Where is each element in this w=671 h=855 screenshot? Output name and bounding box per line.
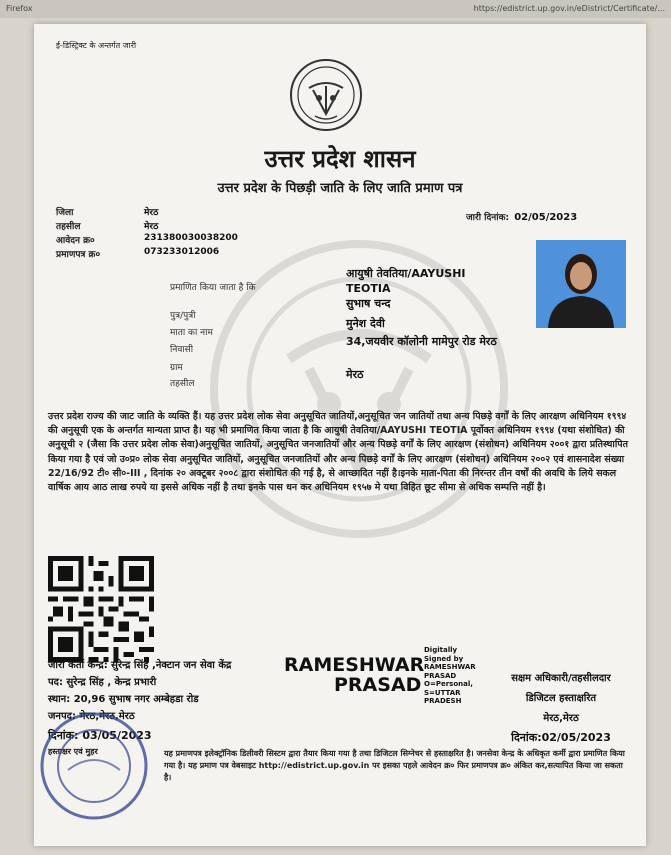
authority-place: मेरठ,मेरठ — [543, 713, 579, 724]
issuer-district: जनपद: मेरठ,मेरठ,मेरठ — [48, 711, 135, 722]
certificate-paragraph: उत्तर प्रदेश राज्य की जाट जाति के व्यक्ति हैं। यह उत्तर प्रदेश लोक सेवा अनुसूचित जातियों,अनुसूचित जन जातियों तथा अन्य पिछड़े वर्गों के लिए आरक्षण अधिनियम १९९४ की अनुसूची एक के अन्तर्गत मान्यता प्राप्त है। यह भी प्रमाणित किया जाता है कि आयुषी तेवतिया/AAYUSHI TEOTIA पूर्वोक्त अधिनियम १९९४ (यथा संशोधित) की अनुसूची २ (जैसा कि उत्तर प्रदेश लोक सेवा)अनुसूचित जातियों, अनुसूचित जनजातियों और अन्य पिछड़े वर्गों के लिए आरक्षण (संशोधन) अधिनियम २००१ द्वारा प्रतिस्थापित किया गया है एवं जो उ०प्र० लोक सेवा अनुसूचित जातियों, अनुसूचित जनजातियों और अन्य पिछड़े वर्गों के लिए आरक्षण (संशोधन) अधिनियम २००२ एवं शासनादेश संख्या 22/16/92 टी० सी०-III , दिनांक २० अक्टूबर २००८ द्वारा संशोधित की गई है, से आच्छादित नहीं है।इनके माता-पिता की निरन्तर तीन वर्षों की अवधि के लिये सकल वार्षिक आय आठ लाख रुपये या इससे अधिक नहीं है तथा इनके पास धन कर अधिनियम १९५७ मे यथा विहित छूट सीमा से अधिक सम्पत्ति नहीं है। — [48, 411, 628, 494]
signature-name-line2: PRASAD — [334, 674, 422, 696]
field-label-parent: पुत्र/पुत्री — [170, 311, 196, 321]
applicant-photo — [536, 240, 626, 328]
digital-sign-line: O=Personal, — [424, 680, 473, 688]
digital-sign-line: RAMESHWAR — [424, 663, 476, 671]
footer-note: यह प्रमाणपत्र इलेक्ट्रॉनिक डिलीवरी सिस्टम द्वारा तैयार किया गया है तथा डिजिटल सिग्नेचर से हस्ताक्षरित है। जनसेवा केन्द्र के अधिकृत कर्मी द्वारा प्रमाणित किया गया है। यह प्रमाण पत्र वेबसाइट http://edistrict.up.gov.in पर इसका पहले आवेदन क्र० फिर प्रमाणपत्र क्र० अंकित कर,सत्यापित किया जा सकता है। — [164, 749, 625, 782]
meta-label-application-no: आवेदन क्र० — [56, 236, 95, 246]
issue-date-value: 02/05/2023 — [514, 212, 578, 223]
browser-name: Firefox — [6, 4, 33, 13]
certify-label: प्रमाणित किया जाता है कि — [170, 283, 256, 293]
field-label-address: निवासी — [170, 345, 194, 355]
meta-label-tehsil: तहसील — [56, 222, 81, 232]
field-label-village: ग्राम — [170, 363, 183, 373]
field-label-tehsil: तहसील — [170, 379, 195, 389]
applicant-avatar-icon — [536, 240, 626, 328]
circular-stamp-icon — [38, 710, 150, 822]
issuer-centre: जारी कर्ता केन्द्र: सुरेन्द्र सिंह ,नेक्टान जन सेवा केंद्र — [48, 660, 232, 671]
digital-sign-line: S=UTTAR — [424, 688, 461, 697]
meta-value-application-no: 231380030038200 — [144, 233, 238, 243]
document-title: उत्तर प्रदेश शासन — [264, 144, 416, 173]
meta-value-certificate-no: 073233012006 — [144, 247, 220, 257]
digital-sign-line: PRASAD — [424, 671, 457, 680]
authority-date: दिनांक:02/05/2023 — [511, 731, 611, 744]
digital-sign-line: Signed by — [424, 654, 464, 663]
authority-digital: डिजिटल हस्ताक्षरित — [525, 693, 597, 704]
signature-name-line1: RAMESHWAR — [284, 654, 425, 676]
field-value-mother: मुनेश देवी — [346, 317, 385, 330]
field-label-mother: माता का नाम — [170, 328, 213, 338]
issue-date-label: जारी दिनांक: — [466, 213, 510, 223]
top-label: ई-डिस्ट्रिक्ट के अन्तर्गत जारी — [56, 41, 137, 50]
issue-date — [466, 205, 577, 224]
certificate-paper — [34, 24, 646, 846]
qr-code-icon — [48, 554, 154, 664]
digital-sign-line: PRADESH — [424, 697, 462, 705]
meta-value-district: मेरठ — [144, 208, 159, 218]
state-emblem-icon — [289, 58, 363, 132]
meta-label-district: जिला — [56, 208, 74, 218]
authority-title: सक्षम अधिकारी/तहसीलदार — [511, 673, 611, 684]
applicant-name-cont: TEOTIA — [346, 282, 391, 295]
browser-bar — [0, 0, 671, 18]
field-value-address: 34,जयवीर कॉलोनी मामेपुर रोड मेरठ — [346, 335, 497, 348]
document-subtitle: उत्तर प्रदेश के पिछड़ी जाति के लिए जाति प्रमाण पत्र — [217, 181, 463, 196]
meta-value-tehsil: मेरठ — [144, 222, 159, 232]
authority-block — [486, 670, 636, 745]
field-value-parent: सुभाष चन्द — [346, 297, 391, 310]
meta-label-certificate-no: प्रमाणपत्र क्र० — [56, 250, 101, 260]
issuer-place: स्थान: 20,96 सुभाष नगर अम्बेहडा रोड — [48, 694, 199, 705]
digital-signature-info — [424, 646, 484, 706]
browser-url[interactable]: https://edistrict.up.gov.in/eDistrict/Certificate/... — [473, 4, 665, 13]
issuer-post: पद: सुरेन्द्र सिंह , केन्द्र प्रभारी — [48, 677, 157, 688]
digital-sign-line: Digitally — [424, 646, 458, 654]
issuer-date: दिनांक: 03/05/2023 — [48, 729, 152, 742]
issuer-sign-label: हस्ताक्षर एवं मुहर — [48, 747, 98, 756]
applicant-name: आयुषी तेवतिया/AAYUSHI — [346, 267, 466, 280]
field-value-tehsil: मेरठ — [346, 368, 364, 381]
